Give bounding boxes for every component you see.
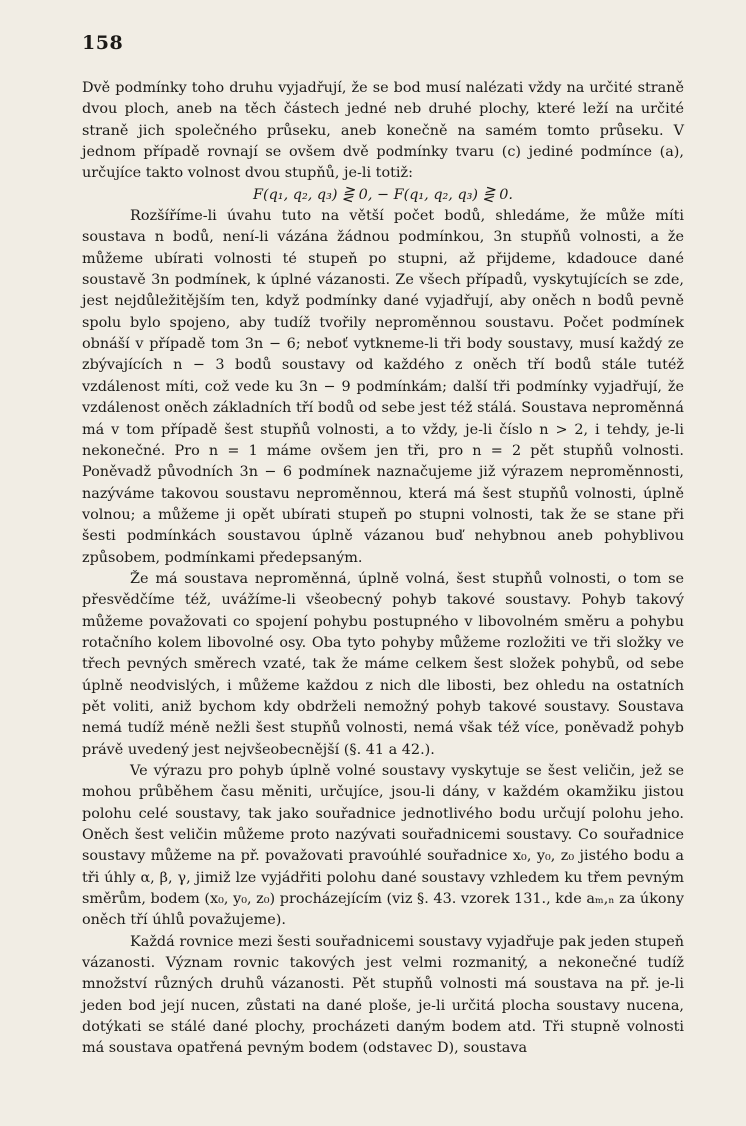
page-number: 158 bbox=[82, 32, 124, 54]
paragraph-3: Že má soustava neproměnná, úplně volná, šest stupňů volnosti, o tom se přesvědčíme též, uvážíme-li všeobecný pohyb takové soustavy. Pohyb takový můžeme považovati co spojení pohybu postupného v libovolném směru a pohybu rotačního kolem libovolné osy. Oba tyto pohyby můžeme rozložiti ve tři složky ve třech pevných směrech vzaté, tak že máme celkem šest složek pohybů, od sebe úplně neodvislých, i můžeme každou z nich dle libosti, bez ohledu na ostatních pět voliti, aniž bychom kdy obdrželi nemožný pohyb takové soustavy. Soustava nemá tudíž méně nežli šest stupňů volnosti, nemá však též více, poněvadž pohyb právě uvedený jest nejvšeobecnější (§. 41 a 42.). bbox=[82, 570, 684, 758]
body-text bbox=[82, 78, 684, 1060]
paragraph-2: Rozšíříme-li úvahu tuto na větší počet bodů, shledáme, že může míti soustava n bodů, není-li vázána žádnou podmínkou, 3n stupňů volnosti, a že můžeme ubírati volnosti té stupeň po stupni, až přijdeme, kdadouce dané soustavě 3n podmínek, k úplné vázanosti. Ze všech případů, vyskytujících se zde, jest nejdůležitějším ten, když podmínky dané vyjadřují, aby oněch n bodů pevně spolu bylo spojeno, aby tudíž tvořily neproměnnou soustavu. Počet podmínek obnáší v případě tom 3n − 6; neboť vytkneme-li tři body soustavy, musí každý ze zbývajících n − 3 bodů soustavy od každého z oněch tří bodů stále tutéž vzdálenost míti, což vede ku 3n − 9 podmínkám; další tři podmínky vyjadřují, že vzdálenost oněch základních tří bodů od sebe jest též stálá. Soustava neproměnná má v tom případě šest stupňů volnosti, a to vždy, je-li číslo n > 2, i tehdy, je-li nekonečné. Pro n = 1 máme ovšem jen tři, pro n = 2 pět stupňů volnosti. Poněvadž původních 3n − 6 podmínek naznačujeme již výrazem neproměnnosti, nazýváme takovou soustavu neproměnnou, která má šest stupňů volnosti, úplně volnou; a můžeme ji opět ubírati stupeň po stupni volnosti, tak že se stane při šesti podmínkách soustavou úplně vázanou buď nehybnou aneb pohyblivou způsobem, podmínkami předepsaným. bbox=[82, 208, 684, 566]
paragraph-1: Dvě podmínky toho druhu vyjadřují, že se bod musí nalézati vždy na určité straně dvou ploch, aneb na těch částech jedné neb druhé plochy, které leží na určité straně jich společného průseku, aneb konečně na samém tomto průseku. V jednom případě rovnají se ovšem dvě podmínky tvaru (c) jediné podmínce (a), určujíce takto volnost dvou stupňů, je-li totiž: bbox=[82, 80, 684, 182]
paragraph-4: Ve výrazu pro pohyb úplně volné soustavy vyskytuje se šest veličin, jež se mohou průběhem času měniti, určujíce, jsou-li dány, v každém okamžiku jistou polohu celé soustavy, tak jako souřadnice jednotlivého bodu určují polohu jeho. Oněch šest veličin můžeme proto nazývati souřadnicemi soustavy. Co souřadnice soustavy můžeme na př. považovati pravoúhlé souřadnice x₀, y₀, z₀ jistého bodu a tři úhly α, β, γ, jimiž lze vyjádřiti polohu dané soustavy vzhledem ku třem pevným směrům, bodem (x₀, y₀, z₀) procházejícím (viz §. 43. vzorek 131., kde aₘ,ₙ za úkony oněch tří úhlů považujeme). bbox=[82, 763, 684, 929]
formula-line: F(q₁, q₂, q₃) ⋛ 0, − F(q₁, q₂, q₃) ⋛ 0. bbox=[253, 186, 513, 203]
paragraph-5: Každá rovnice mezi šesti souřadnicemi soustavy vyjadřuje pak jeden stupeň vázanosti. Význam rovnic takových jest velmi rozmanitý, a nekonečné tudíž množství různých druhů vázanosti. Pět stupňů volnosti má soustava na př. je-li jeden bod její nucen, zůstati na dané ploše, je-li určitá plocha soustavy nucena, dotýkati se stálé dané plochy, procházeti daným bodem atd. Tři stupně volnosti má soustava opatřená pevným bodem (odstavec D), soustava bbox=[82, 933, 684, 1057]
